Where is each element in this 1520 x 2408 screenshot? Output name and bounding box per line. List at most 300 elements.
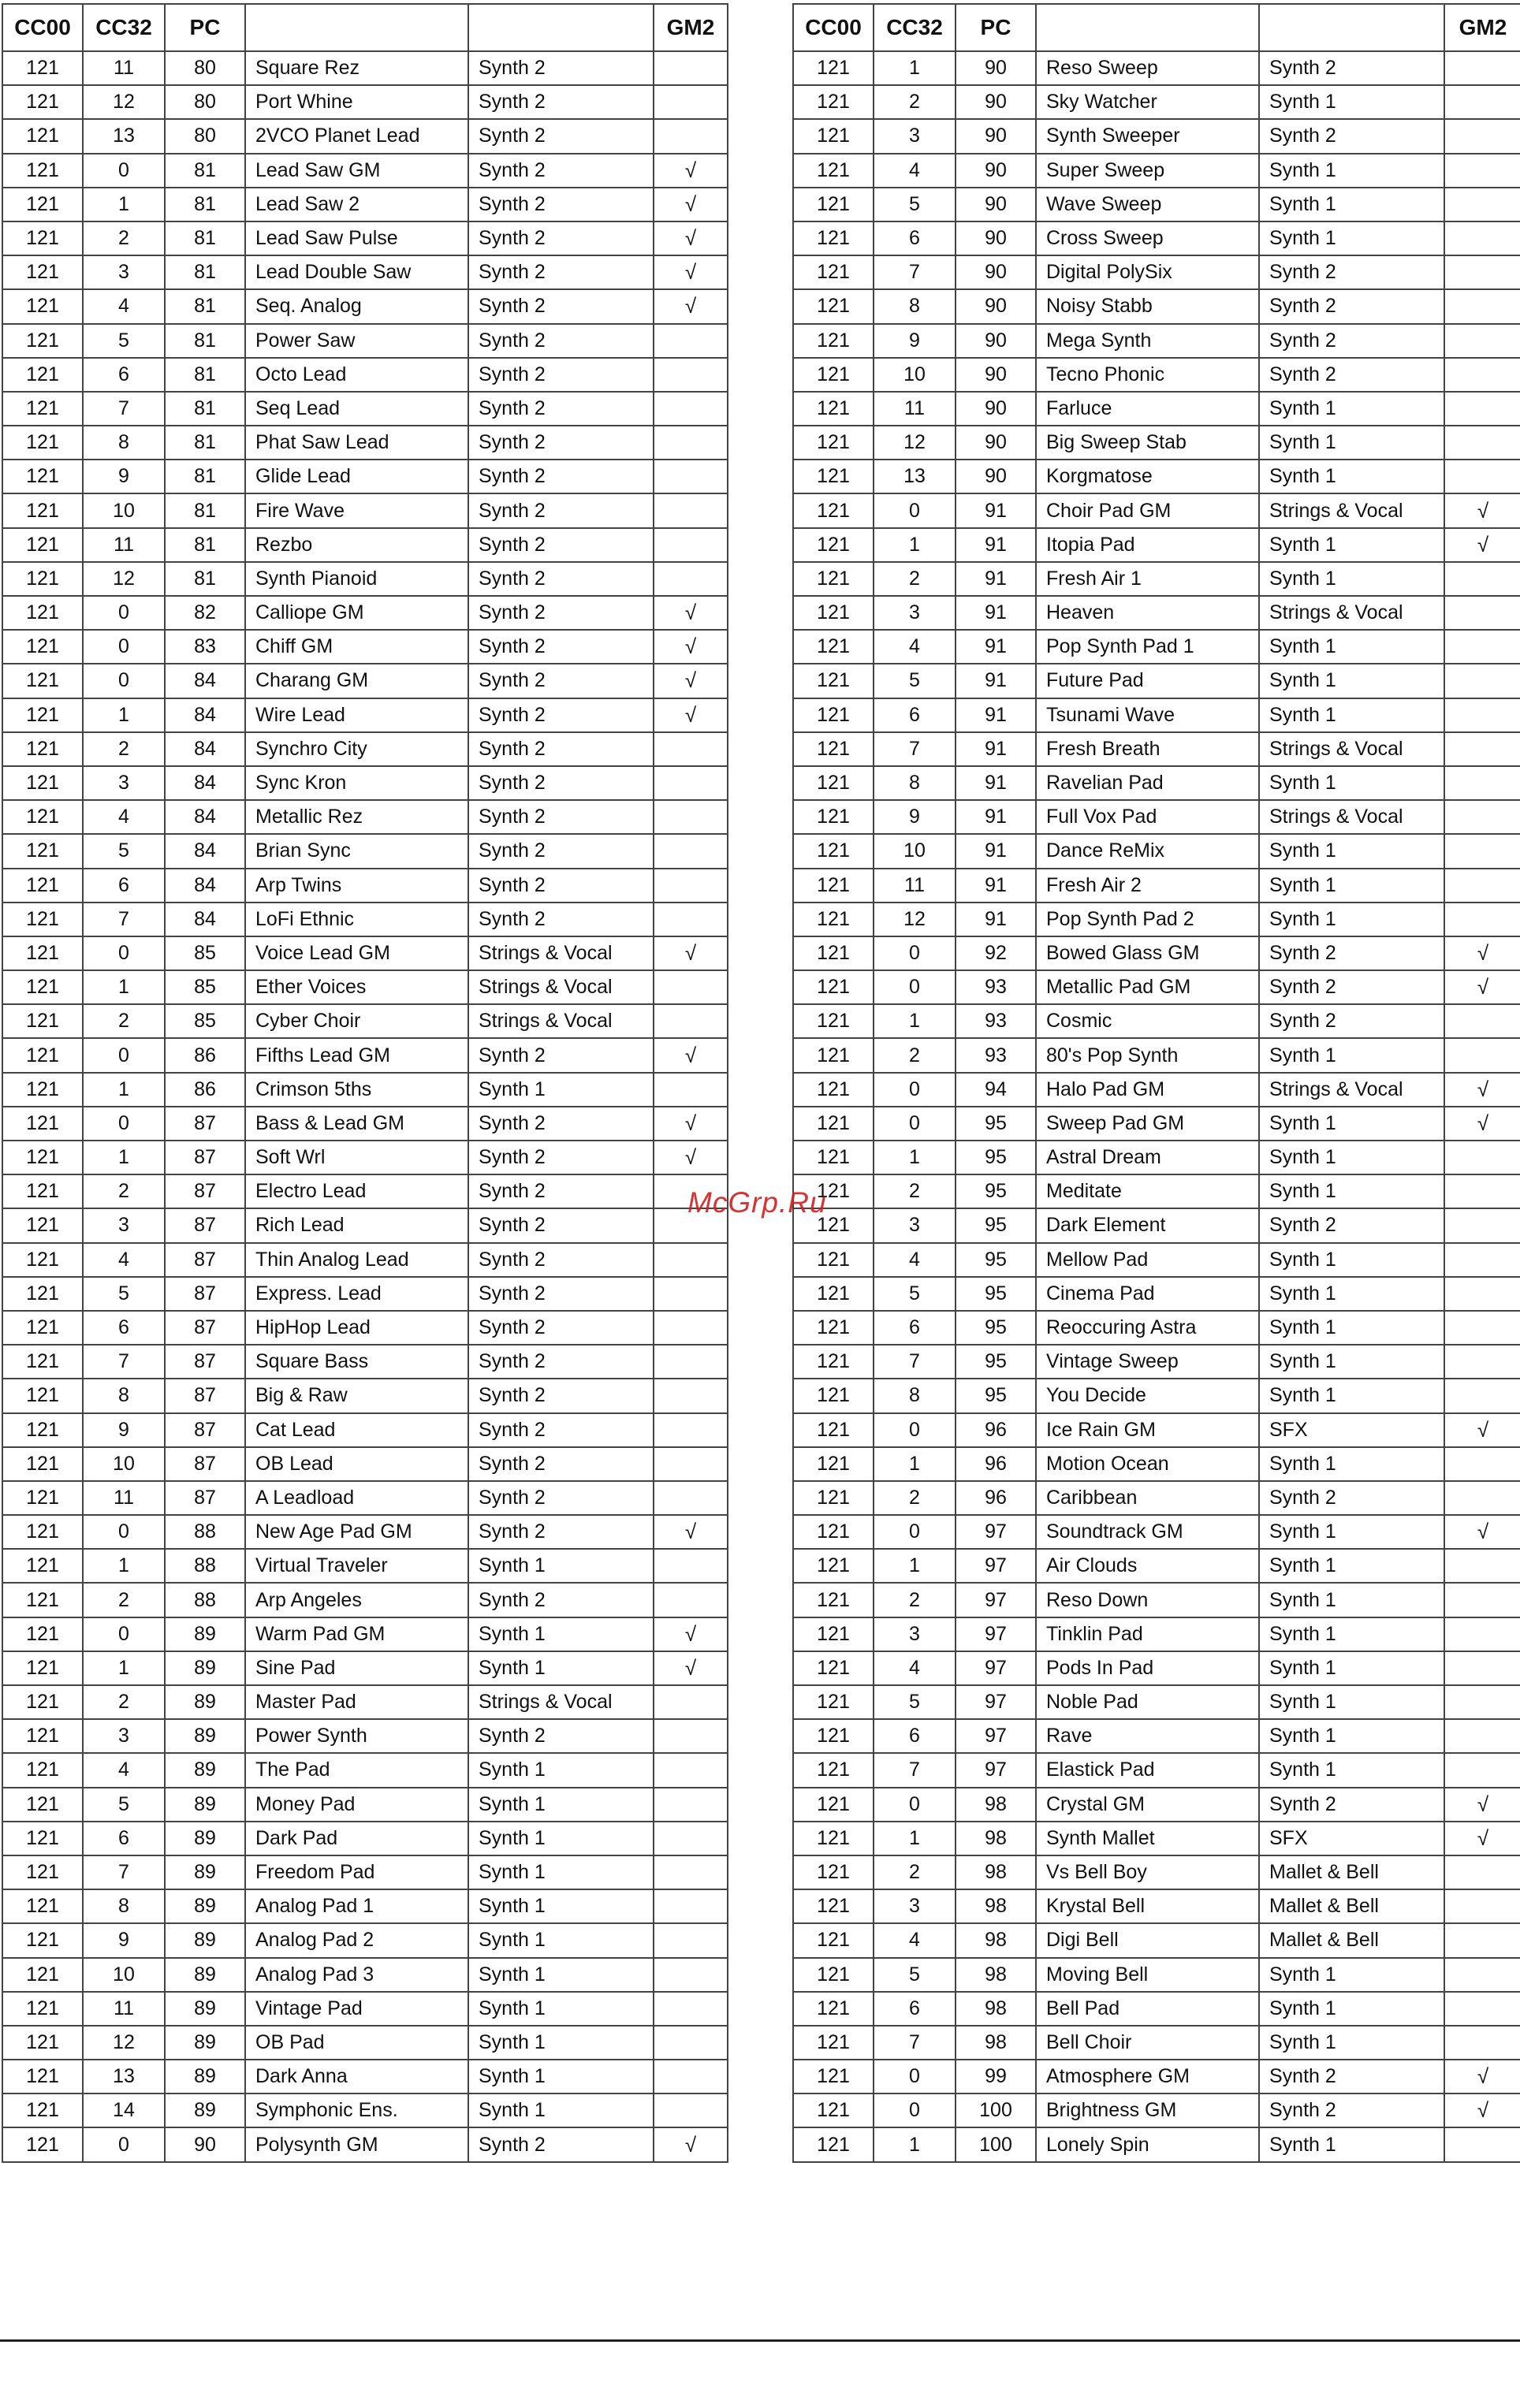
cc00-cell: 121: [793, 800, 874, 834]
gm2-cell: [654, 970, 728, 1004]
header-cc32: CC32: [874, 4, 956, 51]
table-row: [793, 1651, 1520, 1685]
gm2-cell: [1444, 188, 1520, 221]
pc-cell: 91: [956, 493, 1036, 527]
table-row: [793, 2127, 1520, 2161]
pc-cell: 97: [956, 1549, 1036, 1583]
pc-cell: 98: [956, 1992, 1036, 2026]
cc32-cell: 2: [874, 1174, 956, 1208]
gm2-cell: [654, 1855, 728, 1889]
cc32-cell: 12: [83, 85, 165, 119]
gm2-cell: √: [654, 1617, 728, 1651]
category-cell: Synth 2: [1259, 324, 1444, 358]
sound-name-cell: Reoccuring Astra: [1036, 1311, 1259, 1345]
header-category: [1259, 4, 1444, 51]
sound-name-cell: 80's Pop Synth: [1036, 1038, 1259, 1072]
table-row: [2, 1004, 728, 1038]
table-row: [793, 188, 1520, 221]
table-row: [793, 1208, 1520, 1242]
pc-cell: 87: [165, 1481, 245, 1515]
sound-name-cell: Symphonic Ens.: [245, 2094, 468, 2127]
gm2-cell: [1444, 1719, 1520, 1753]
cc00-cell: 121: [793, 1753, 874, 1787]
sound-name-cell: Reso Sweep: [1036, 51, 1259, 85]
gm2-cell: [1444, 1958, 1520, 1992]
cc00-cell: 121: [793, 1447, 874, 1481]
cc00-cell: 121: [2, 154, 83, 188]
gm2-cell: [1444, 51, 1520, 85]
sound-name-cell: Warm Pad GM: [245, 1617, 468, 1651]
table-row: [793, 154, 1520, 188]
cc00-cell: 121: [793, 358, 874, 392]
cc00-cell: 121: [793, 1243, 874, 1277]
category-cell: Synth 1: [1259, 2127, 1444, 2161]
cc00-cell: 121: [2, 970, 83, 1004]
sound-name-cell: Synth Sweeper: [1036, 119, 1259, 153]
pc-cell: 100: [956, 2094, 1036, 2127]
cc00-cell: 121: [2, 2026, 83, 2060]
cc00-cell: 121: [793, 1208, 874, 1242]
pc-cell: 81: [165, 255, 245, 289]
sound-name-cell: Fresh Air 2: [1036, 869, 1259, 903]
pc-cell: 98: [956, 1788, 1036, 1822]
cc32-cell: 6: [83, 1822, 165, 1855]
gm2-cell: [1444, 834, 1520, 868]
cc32-cell: 6: [83, 358, 165, 392]
gm2-cell: [654, 2026, 728, 2060]
sound-name-cell: Motion Ocean: [1036, 1447, 1259, 1481]
gm2-cell: √: [654, 1141, 728, 1174]
pc-cell: 89: [165, 1719, 245, 1753]
table-row: [2, 1447, 728, 1481]
category-cell: Synth 1: [1259, 1583, 1444, 1617]
category-cell: SFX: [1259, 1822, 1444, 1855]
table-row: [2, 1651, 728, 1685]
cc00-cell: 121: [2, 1107, 83, 1141]
pc-cell: 89: [165, 1923, 245, 1957]
table-row: [793, 2060, 1520, 2094]
pc-cell: 90: [956, 188, 1036, 221]
table-row: [2, 85, 728, 119]
table-row: [2, 664, 728, 698]
cc00-cell: 121: [793, 562, 874, 596]
cc32-cell: 8: [874, 1379, 956, 1412]
gm2-cell: [654, 766, 728, 800]
cc00-cell: 121: [2, 630, 83, 664]
table-row: [793, 1345, 1520, 1379]
table-row: [793, 460, 1520, 493]
sound-name-cell: Chiff GM: [245, 630, 468, 664]
gm2-cell: [1444, 1481, 1520, 1515]
table-row: [2, 1141, 728, 1174]
gm2-cell: [1444, 154, 1520, 188]
cc00-cell: 121: [793, 1617, 874, 1651]
table-row: [793, 766, 1520, 800]
pc-cell: 97: [956, 1617, 1036, 1651]
pc-cell: 81: [165, 324, 245, 358]
pc-cell: 81: [165, 426, 245, 460]
sound-name-cell: Dark Pad: [245, 1822, 468, 1855]
table-row: [2, 1345, 728, 1379]
table-row: [793, 1413, 1520, 1447]
header-gm2: GM2: [1444, 4, 1520, 51]
table-row: [793, 1481, 1520, 1515]
sound-name-cell: Analog Pad 3: [245, 1958, 468, 1992]
cc32-cell: 0: [874, 1515, 956, 1549]
category-cell: Synth 2: [468, 2127, 654, 2161]
sound-name-cell: Brian Sync: [245, 834, 468, 868]
sound-name-cell: Super Sweep: [1036, 154, 1259, 188]
gm2-cell: √: [654, 188, 728, 221]
cc00-cell: 121: [793, 493, 874, 527]
sound-name-cell: Vintage Sweep: [1036, 1345, 1259, 1379]
gm2-cell: [1444, 562, 1520, 596]
gm2-cell: [1444, 1004, 1520, 1038]
cc32-cell: 7: [874, 2026, 956, 2060]
pc-cell: 81: [165, 289, 245, 323]
header-name: [245, 4, 468, 51]
header-cc00: CC00: [2, 4, 83, 51]
category-cell: Synth 2: [468, 1345, 654, 1379]
cc32-cell: 4: [874, 630, 956, 664]
cc32-cell: 7: [874, 732, 956, 766]
pc-cell: 95: [956, 1243, 1036, 1277]
gm2-cell: [1444, 1549, 1520, 1583]
sound-name-cell: Port Whine: [245, 85, 468, 119]
sound-name-cell: Air Clouds: [1036, 1549, 1259, 1583]
cc32-cell: 9: [83, 1413, 165, 1447]
gm2-cell: √: [654, 154, 728, 188]
table-row: [793, 1141, 1520, 1174]
cc32-cell: 7: [874, 1345, 956, 1379]
category-cell: Synth 2: [468, 1277, 654, 1311]
pc-cell: 93: [956, 970, 1036, 1004]
sound-name-cell: Ether Voices: [245, 970, 468, 1004]
gm2-cell: √: [654, 2127, 728, 2161]
cc32-cell: 2: [874, 1038, 956, 1072]
cc00-cell: 121: [793, 2026, 874, 2060]
gm2-cell: [1444, 869, 1520, 903]
cc00-cell: 121: [793, 766, 874, 800]
gm2-cell: √: [1444, 1822, 1520, 1855]
sound-name-cell: Fire Wave: [245, 493, 468, 527]
cc32-cell: 7: [83, 1855, 165, 1889]
table-row: [2, 1788, 728, 1822]
cc00-cell: 121: [793, 1651, 874, 1685]
pc-cell: 98: [956, 1822, 1036, 1855]
sound-name-cell: Analog Pad 2: [245, 1923, 468, 1957]
category-cell: Synth 2: [1259, 1788, 1444, 1822]
category-cell: Synth 1: [468, 1788, 654, 1822]
cc00-cell: 121: [793, 1413, 874, 1447]
sound-name-cell: Noble Pad: [1036, 1685, 1259, 1719]
table-row: [793, 255, 1520, 289]
cc32-cell: 4: [83, 1243, 165, 1277]
cc00-cell: 121: [793, 1549, 874, 1583]
gm2-cell: √: [1444, 2060, 1520, 2094]
cc32-cell: 2: [83, 1685, 165, 1719]
gm2-cell: [1444, 2127, 1520, 2161]
cc00-cell: 121: [793, 1038, 874, 1072]
sound-table-left: [2, 3, 728, 2163]
pc-cell: 95: [956, 1311, 1036, 1345]
sound-name-cell: Farluce: [1036, 392, 1259, 426]
category-cell: Synth 1: [468, 1617, 654, 1651]
table-row: [793, 1788, 1520, 1822]
pc-cell: 95: [956, 1345, 1036, 1379]
sound-name-cell: Seq Lead: [245, 392, 468, 426]
gm2-cell: [654, 1822, 728, 1855]
cc32-cell: 0: [83, 596, 165, 630]
pc-cell: 81: [165, 154, 245, 188]
cc32-cell: 1: [83, 698, 165, 732]
table-row: [2, 392, 728, 426]
cc32-cell: 11: [83, 528, 165, 562]
cc32-cell: 0: [83, 630, 165, 664]
sound-name-cell: OB Pad: [245, 2026, 468, 2060]
table-row: [2, 493, 728, 527]
table-row: [2, 1277, 728, 1311]
cc00-cell: 121: [2, 1651, 83, 1685]
cc32-cell: 4: [874, 154, 956, 188]
cc32-cell: 1: [874, 1004, 956, 1038]
sound-name-cell: Halo Pad GM: [1036, 1073, 1259, 1107]
cc00-cell: 121: [793, 324, 874, 358]
cc00-cell: 121: [2, 2060, 83, 2094]
pc-cell: 96: [956, 1481, 1036, 1515]
cc00-cell: 121: [2, 1719, 83, 1753]
table-row: [793, 528, 1520, 562]
cc32-cell: 0: [83, 1107, 165, 1141]
pc-cell: 90: [956, 289, 1036, 323]
sound-name-cell: A Leadload: [245, 1481, 468, 1515]
category-cell: Synth 2: [1259, 358, 1444, 392]
category-cell: Synth 1: [1259, 2026, 1444, 2060]
table-row: [2, 426, 728, 460]
category-cell: Synth 1: [468, 1923, 654, 1957]
table-row: [793, 1822, 1520, 1855]
table-row: [793, 664, 1520, 698]
cc32-cell: 0: [874, 1107, 956, 1141]
cc00-cell: 121: [2, 1753, 83, 1787]
sound-name-cell: Fifths Lead GM: [245, 1038, 468, 1072]
table-row: [793, 1447, 1520, 1481]
pc-cell: 91: [956, 869, 1036, 903]
cc00-cell: 121: [2, 869, 83, 903]
table-row: [793, 426, 1520, 460]
pc-cell: 89: [165, 2060, 245, 2094]
cc00-cell: 121: [2, 1788, 83, 1822]
gm2-cell: [654, 903, 728, 936]
category-cell: Synth 1: [1259, 1651, 1444, 1685]
cc00-cell: 121: [793, 834, 874, 868]
category-cell: Synth 2: [468, 1379, 654, 1412]
pc-cell: 84: [165, 766, 245, 800]
cc32-cell: 13: [83, 119, 165, 153]
gm2-cell: √: [654, 221, 728, 255]
cc00-cell: 121: [793, 1889, 874, 1923]
table-row: [793, 1038, 1520, 1072]
category-cell: Synth 1: [1259, 766, 1444, 800]
cc32-cell: 3: [874, 1208, 956, 1242]
cc00-cell: 121: [2, 1958, 83, 1992]
gm2-cell: [654, 800, 728, 834]
pc-cell: 85: [165, 936, 245, 970]
pc-cell: 91: [956, 800, 1036, 834]
cc32-cell: 4: [874, 1243, 956, 1277]
pc-cell: 87: [165, 1345, 245, 1379]
sound-name-cell: Atmosphere GM: [1036, 2060, 1259, 2094]
sound-name-cell: Money Pad: [245, 1788, 468, 1822]
cc32-cell: 3: [83, 1208, 165, 1242]
gm2-cell: [1444, 85, 1520, 119]
cc32-cell: 9: [874, 324, 956, 358]
pc-cell: 89: [165, 1617, 245, 1651]
cc00-cell: 121: [793, 1107, 874, 1141]
table-row: [2, 1379, 728, 1412]
sound-name-cell: Astral Dream: [1036, 1141, 1259, 1174]
cc32-cell: 0: [83, 664, 165, 698]
pc-cell: 97: [956, 1753, 1036, 1787]
category-cell: Synth 1: [1259, 1038, 1444, 1072]
gm2-cell: [1444, 119, 1520, 153]
table-row: [2, 1208, 728, 1242]
pc-cell: 81: [165, 528, 245, 562]
cc32-cell: 1: [874, 2127, 956, 2161]
pc-cell: 87: [165, 1208, 245, 1242]
pc-cell: 87: [165, 1277, 245, 1311]
sound-name-cell: Digital PolySix: [1036, 255, 1259, 289]
gm2-cell: [1444, 1855, 1520, 1889]
cc00-cell: 121: [2, 936, 83, 970]
sound-name-cell: Cross Sweep: [1036, 221, 1259, 255]
pc-cell: 84: [165, 732, 245, 766]
category-cell: Synth 2: [468, 562, 654, 596]
category-cell: Synth 2: [468, 154, 654, 188]
pc-cell: 96: [956, 1413, 1036, 1447]
cc00-cell: 121: [793, 1583, 874, 1617]
table-row: [2, 1685, 728, 1719]
category-cell: Strings & Vocal: [1259, 1073, 1444, 1107]
cc00-cell: 121: [2, 1038, 83, 1072]
table-row: [2, 154, 728, 188]
sound-name-cell: Sine Pad: [245, 1651, 468, 1685]
sound-name-cell: Seq. Analog: [245, 289, 468, 323]
cc32-cell: 1: [874, 1549, 956, 1583]
gm2-cell: [1444, 255, 1520, 289]
category-cell: Synth 2: [468, 1311, 654, 1345]
gm2-cell: [1444, 766, 1520, 800]
pc-cell: 90: [956, 358, 1036, 392]
category-cell: Synth 2: [468, 1447, 654, 1481]
pc-cell: 88: [165, 1515, 245, 1549]
category-cell: Synth 2: [468, 358, 654, 392]
table-row: [793, 1311, 1520, 1345]
table-row: [2, 188, 728, 221]
pc-cell: 91: [956, 528, 1036, 562]
table-row: [793, 1719, 1520, 1753]
table-row: [2, 1719, 728, 1753]
gm2-cell: [654, 51, 728, 85]
sound-name-cell: Pods In Pad: [1036, 1651, 1259, 1685]
gm2-cell: [654, 426, 728, 460]
cc32-cell: 6: [83, 1311, 165, 1345]
gm2-cell: [654, 1958, 728, 1992]
pc-cell: 87: [165, 1379, 245, 1412]
category-cell: Synth 1: [1259, 869, 1444, 903]
table-row: [793, 51, 1520, 85]
sound-name-cell: Wave Sweep: [1036, 188, 1259, 221]
pc-cell: 90: [165, 2127, 245, 2161]
table-row: [2, 221, 728, 255]
cc32-cell: 5: [83, 324, 165, 358]
cc00-cell: 121: [793, 1515, 874, 1549]
sound-table-right: [792, 3, 1520, 2163]
sound-name-cell: Fresh Breath: [1036, 732, 1259, 766]
category-cell: Synth 2: [1259, 970, 1444, 1004]
gm2-cell: [1444, 1311, 1520, 1345]
table-row: [793, 970, 1520, 1004]
cc32-cell: 1: [874, 1447, 956, 1481]
table-row: [793, 1549, 1520, 1583]
pc-cell: 89: [165, 1889, 245, 1923]
cc32-cell: 1: [874, 528, 956, 562]
category-cell: Synth 2: [468, 698, 654, 732]
sound-name-cell: Voice Lead GM: [245, 936, 468, 970]
table-row: [2, 1243, 728, 1277]
sound-name-cell: Lead Saw Pulse: [245, 221, 468, 255]
pc-cell: 91: [956, 903, 1036, 936]
sound-name-cell: Synth Pianoid: [245, 562, 468, 596]
table-row: [2, 1107, 728, 1141]
category-cell: Synth 1: [1259, 1243, 1444, 1277]
pc-cell: 94: [956, 1073, 1036, 1107]
gm2-cell: √: [1444, 1413, 1520, 1447]
category-cell: Synth 2: [468, 460, 654, 493]
pc-cell: 90: [956, 221, 1036, 255]
cc32-cell: 0: [874, 1413, 956, 1447]
category-cell: Synth 2: [468, 1719, 654, 1753]
gm2-cell: [654, 732, 728, 766]
category-cell: Synth 1: [468, 2026, 654, 2060]
table-row: [2, 1617, 728, 1651]
cc00-cell: 121: [2, 1004, 83, 1038]
table-row: [793, 324, 1520, 358]
pc-cell: 84: [165, 698, 245, 732]
cc32-cell: 1: [83, 970, 165, 1004]
table-header-row: [2, 4, 728, 51]
category-cell: Synth 2: [468, 1515, 654, 1549]
pc-cell: 98: [956, 1958, 1036, 1992]
category-cell: Synth 2: [468, 1208, 654, 1242]
category-cell: Synth 2: [1259, 51, 1444, 85]
category-cell: Strings & Vocal: [468, 1004, 654, 1038]
sound-name-cell: Dark Element: [1036, 1208, 1259, 1242]
cc00-cell: 121: [2, 1481, 83, 1515]
cc32-cell: 5: [83, 1788, 165, 1822]
cc32-cell: 10: [83, 1958, 165, 1992]
gm2-cell: [654, 834, 728, 868]
table-row: [793, 1243, 1520, 1277]
pc-cell: 89: [165, 1685, 245, 1719]
category-cell: Synth 1: [1259, 1753, 1444, 1787]
sound-name-cell: OB Lead: [245, 1447, 468, 1481]
gm2-cell: [1444, 1379, 1520, 1412]
pc-cell: 91: [956, 596, 1036, 630]
sound-name-cell: Heaven: [1036, 596, 1259, 630]
sound-name-cell: Mellow Pad: [1036, 1243, 1259, 1277]
cc32-cell: 0: [874, 1788, 956, 1822]
